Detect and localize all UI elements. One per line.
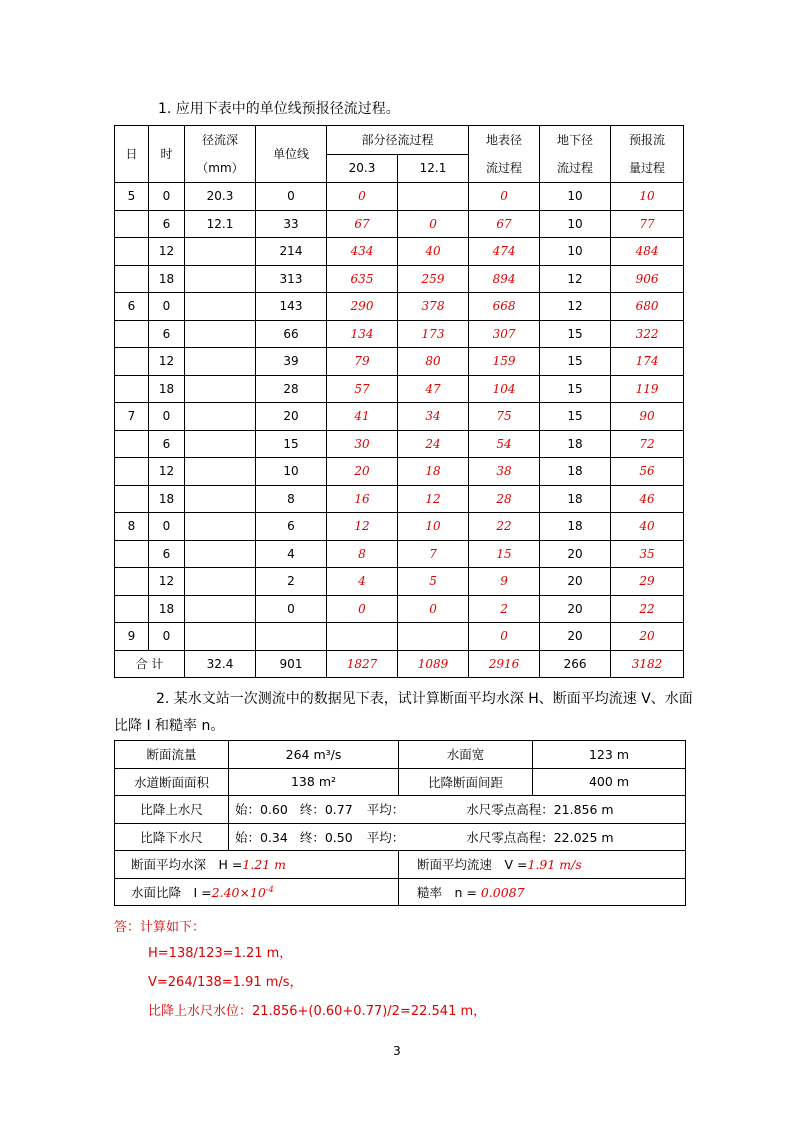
cell-depth xyxy=(185,238,256,266)
cell-day: 9 xyxy=(115,623,149,651)
cell-surf: 9 xyxy=(469,568,540,596)
table-row xyxy=(115,513,684,541)
table-row xyxy=(115,623,684,651)
mean-velocity-cell: 断面平均流速 V =1.91 m/s xyxy=(399,851,686,879)
header-ground-runoff: 地下径 流过程 xyxy=(540,126,611,183)
cell-fore: 35 xyxy=(611,540,684,568)
cell-p1: 16 xyxy=(327,485,398,513)
cell-p2: 47 xyxy=(398,375,469,403)
total-label: 合 计 xyxy=(115,650,185,678)
cell-depth: 12.1 xyxy=(185,210,256,238)
cell-ground: 18 xyxy=(540,485,611,513)
cell-ground: 12 xyxy=(540,293,611,321)
cell-ground: 20 xyxy=(540,623,611,651)
cell-fore: 56 xyxy=(611,458,684,486)
cell-p1: 8 xyxy=(327,540,398,568)
cell-fore: 90 xyxy=(611,403,684,431)
cell-p2: 40 xyxy=(398,238,469,266)
cell-hour: 6 xyxy=(149,210,185,238)
slope-cell: 水面比降 $I =2.40\times 10^{-4}$ xyxy=(115,878,399,906)
total-unit: 901 xyxy=(256,650,327,678)
flow-value: 264 m³/s xyxy=(229,741,399,769)
lower-gauge-label: 比降下水尺 xyxy=(115,823,229,851)
cell-unit: 214 xyxy=(256,238,327,266)
cell-ground: 10 xyxy=(540,183,611,211)
cell-day xyxy=(115,320,149,348)
cell-hour: 6 xyxy=(149,430,185,458)
cell-unit: 6 xyxy=(256,513,327,541)
cell-ground: 12 xyxy=(540,265,611,293)
cell-depth xyxy=(185,623,256,651)
cell-p1: 79 xyxy=(327,348,398,376)
cell-day: 6 xyxy=(115,293,149,321)
cell-unit: 39 xyxy=(256,348,327,376)
question-2-line-2: 比降 I 和糙率 n。 xyxy=(114,718,225,734)
table-row xyxy=(115,540,684,568)
table-row xyxy=(115,320,684,348)
cell-p1 xyxy=(327,623,398,651)
cell-depth xyxy=(185,513,256,541)
cell-hour: 12 xyxy=(149,348,185,376)
flow-measurement-table xyxy=(114,740,686,906)
cell-day xyxy=(115,595,149,623)
cell-fore: 10 xyxy=(611,183,684,211)
area-label: 水道断面面积 xyxy=(115,768,229,796)
cell-surf: 159 xyxy=(469,348,540,376)
cell-fore: 680 xyxy=(611,293,684,321)
table-row xyxy=(115,485,684,513)
page-number: 3 xyxy=(393,1044,401,1058)
area-value: 138 m² xyxy=(229,768,399,796)
cell-hour: 6 xyxy=(149,320,185,348)
cell-fore: 46 xyxy=(611,485,684,513)
cell-fore: 20 xyxy=(611,623,684,651)
cell-depth xyxy=(185,568,256,596)
cell-day xyxy=(115,348,149,376)
cell-p1: 635 xyxy=(327,265,398,293)
cell-surf: 15 xyxy=(469,540,540,568)
cell-depth xyxy=(185,293,256,321)
table-row xyxy=(115,238,684,266)
cell-depth xyxy=(185,485,256,513)
mean-depth-cell: 断面平均水深 H =1.21 m xyxy=(115,851,399,879)
cell-depth xyxy=(185,430,256,458)
cell-p1: 4 xyxy=(327,568,398,596)
cell-fore: 40 xyxy=(611,513,684,541)
header-partial-runoff: 部分径流过程 xyxy=(327,126,469,155)
cell-unit: 2 xyxy=(256,568,327,596)
cell-surf: 104 xyxy=(469,375,540,403)
header-runoff-depth: 径流深 （mm） xyxy=(185,126,256,183)
cell-p1: 0 xyxy=(327,595,398,623)
cell-day: 5 xyxy=(115,183,149,211)
width-label: 水面宽 xyxy=(399,741,533,769)
cell-surf: 894 xyxy=(469,265,540,293)
cell-fore: 22 xyxy=(611,595,684,623)
table-row xyxy=(115,348,684,376)
cell-ground: 15 xyxy=(540,348,611,376)
total-forecast: 3182 xyxy=(611,650,684,678)
cell-hour: 0 xyxy=(149,403,185,431)
cell-hour: 6 xyxy=(149,540,185,568)
cell-p2: 34 xyxy=(398,403,469,431)
mean-depth-value: 1.21 m xyxy=(242,857,287,873)
cell-surf: 75 xyxy=(469,403,540,431)
cell-ground: 18 xyxy=(540,430,611,458)
lower-gauge-readings: 始：0.34 终：0.50 平均： 水尺零点高程：22.025 m xyxy=(229,823,686,851)
width-value: 123 m xyxy=(533,741,686,769)
cell-hour: 0 xyxy=(149,293,185,321)
cell-day xyxy=(115,210,149,238)
cell-hour: 12 xyxy=(149,568,185,596)
header-forecast-flow: 预报流 量过程 xyxy=(611,126,684,183)
cell-unit: 20 xyxy=(256,403,327,431)
cell-p2: 10 xyxy=(398,513,469,541)
cell-fore: 322 xyxy=(611,320,684,348)
question-1-title: 1. 应用下表中的单位线预报径流过程。 xyxy=(158,101,400,117)
cell-p2: 80 xyxy=(398,348,469,376)
question-2-line-1: 2. 某水文站一次测流中的数据见下表，试计算断面平均水深 H、断面平均流速 V、水面 xyxy=(156,691,693,707)
cell-p1: 290 xyxy=(327,293,398,321)
cell-surf: 307 xyxy=(469,320,540,348)
slope-value: 2.40×10 xyxy=(211,884,266,900)
cell-ground: 20 xyxy=(540,540,611,568)
cell-fore: 906 xyxy=(611,265,684,293)
cell-depth: 20.3 xyxy=(185,183,256,211)
cell-hour: 18 xyxy=(149,265,185,293)
cell-fore: 29 xyxy=(611,568,684,596)
cell-day xyxy=(115,375,149,403)
table-row xyxy=(115,430,684,458)
cell-ground: 10 xyxy=(540,210,611,238)
header-day: 日 xyxy=(115,126,149,183)
cell-p1: 134 xyxy=(327,320,398,348)
cell-fore: 484 xyxy=(611,238,684,266)
cell-hour: 18 xyxy=(149,375,185,403)
upper-gauge-readings: 始：0.60 终：0.77 平均： 水尺零点高程：21.856 m xyxy=(229,796,686,824)
header-partial-20-3: 20.3 xyxy=(327,154,398,183)
table-row xyxy=(115,595,684,623)
mean-velocity-value: 1.91 m/s xyxy=(527,857,582,873)
cell-day: 7 xyxy=(115,403,149,431)
cell-depth xyxy=(185,375,256,403)
total-ground: 266 xyxy=(540,650,611,678)
roughness-value: 0.0087 xyxy=(480,884,525,900)
cell-p2: 18 xyxy=(398,458,469,486)
cell-p1: 57 xyxy=(327,375,398,403)
cell-p2: 5 xyxy=(398,568,469,596)
cell-day xyxy=(115,430,149,458)
total-row xyxy=(115,650,684,678)
cell-hour: 12 xyxy=(149,458,185,486)
cell-p2: 0 xyxy=(398,210,469,238)
cell-p2: 12 xyxy=(398,485,469,513)
cell-p2: 173 xyxy=(398,320,469,348)
roughness-cell: 糙率 n = 0.0087 xyxy=(399,878,686,906)
cell-ground: 18 xyxy=(540,513,611,541)
cell-p1: 67 xyxy=(327,210,398,238)
cell-p2 xyxy=(398,623,469,651)
cell-unit: 28 xyxy=(256,375,327,403)
header-hour: 时 xyxy=(149,126,185,183)
cell-depth xyxy=(185,540,256,568)
table-row xyxy=(115,265,684,293)
cell-surf: 0 xyxy=(469,623,540,651)
total-surface: 2916 xyxy=(469,650,540,678)
cell-hour: 12 xyxy=(149,238,185,266)
cell-depth xyxy=(185,348,256,376)
total-partial-2: 1089 xyxy=(398,650,469,678)
table-row xyxy=(115,210,684,238)
cell-p2 xyxy=(398,183,469,211)
cell-depth xyxy=(185,265,256,293)
cell-hour: 0 xyxy=(149,623,185,651)
cell-p1: 0 xyxy=(327,183,398,211)
table-row xyxy=(115,458,684,486)
cell-ground: 20 xyxy=(540,595,611,623)
cell-hour: 18 xyxy=(149,595,185,623)
cell-fore: 119 xyxy=(611,375,684,403)
cell-surf: 668 xyxy=(469,293,540,321)
cell-depth xyxy=(185,458,256,486)
header-unit-hydrograph: 单位线 xyxy=(256,126,327,183)
cell-p2: 259 xyxy=(398,265,469,293)
flow-label: 断面流量 xyxy=(115,741,229,769)
cell-day xyxy=(115,568,149,596)
distance-label: 比降断面间距 xyxy=(399,768,533,796)
cell-fore: 72 xyxy=(611,430,684,458)
cell-surf: 67 xyxy=(469,210,540,238)
cell-p1: 12 xyxy=(327,513,398,541)
cell-hour: 0 xyxy=(149,513,185,541)
cell-depth xyxy=(185,595,256,623)
cell-unit: 66 xyxy=(256,320,327,348)
cell-p2: 24 xyxy=(398,430,469,458)
table-row xyxy=(115,375,684,403)
cell-surf: 28 xyxy=(469,485,540,513)
cell-ground: 20 xyxy=(540,568,611,596)
cell-p2: 7 xyxy=(398,540,469,568)
cell-fore: 77 xyxy=(611,210,684,238)
cell-unit: 0 xyxy=(256,183,327,211)
cell-unit xyxy=(256,623,327,651)
cell-unit: 8 xyxy=(256,485,327,513)
table-row xyxy=(115,568,684,596)
cell-fore: 174 xyxy=(611,348,684,376)
cell-day xyxy=(115,540,149,568)
cell-ground: 15 xyxy=(540,320,611,348)
cell-hour: 18 xyxy=(149,485,185,513)
upper-gauge-label: 比降上水尺 xyxy=(115,796,229,824)
header-surface-runoff: 地表径 流过程 xyxy=(469,126,540,183)
total-depth: 32.4 xyxy=(185,650,256,678)
cell-surf: 0 xyxy=(469,183,540,211)
cell-surf: 22 xyxy=(469,513,540,541)
cell-surf: 2 xyxy=(469,595,540,623)
cell-unit: 0 xyxy=(256,595,327,623)
cell-ground: 15 xyxy=(540,403,611,431)
cell-day xyxy=(115,265,149,293)
answer-line-1: H=138/123=1.21 m， xyxy=(148,946,293,961)
unit-hydrograph-table xyxy=(114,125,684,678)
cell-p1: 434 xyxy=(327,238,398,266)
cell-p1: 30 xyxy=(327,430,398,458)
cell-unit: 143 xyxy=(256,293,327,321)
cell-unit: 15 xyxy=(256,430,327,458)
cell-day xyxy=(115,238,149,266)
cell-surf: 474 xyxy=(469,238,540,266)
cell-hour: 0 xyxy=(149,183,185,211)
answer-line-3: 比降上水尺水位：21.856+(0.60+0.77)/2=22.541 m， xyxy=(148,1004,487,1019)
header-partial-12-1: 12.1 xyxy=(398,154,469,183)
distance-value: 400 m xyxy=(533,768,686,796)
cell-p1: 41 xyxy=(327,403,398,431)
answer-line-2: V=264/138=1.91 m/s， xyxy=(148,975,303,990)
cell-depth xyxy=(185,320,256,348)
cell-day: 8 xyxy=(115,513,149,541)
total-partial-1: 1827 xyxy=(327,650,398,678)
cell-ground: 10 xyxy=(540,238,611,266)
cell-ground: 18 xyxy=(540,458,611,486)
cell-unit: 33 xyxy=(256,210,327,238)
table-row xyxy=(115,403,684,431)
answer-intro: 答：计算如下： xyxy=(114,920,206,935)
cell-day xyxy=(115,458,149,486)
cell-surf: 38 xyxy=(469,458,540,486)
cell-p2: 378 xyxy=(398,293,469,321)
table-row xyxy=(115,183,684,211)
cell-unit: 313 xyxy=(256,265,327,293)
table-row xyxy=(115,293,684,321)
cell-day xyxy=(115,485,149,513)
cell-unit: 10 xyxy=(256,458,327,486)
cell-p1: 20 xyxy=(327,458,398,486)
cell-ground: 15 xyxy=(540,375,611,403)
cell-unit: 4 xyxy=(256,540,327,568)
cell-surf: 54 xyxy=(469,430,540,458)
cell-p2: 0 xyxy=(398,595,469,623)
cell-depth xyxy=(185,403,256,431)
